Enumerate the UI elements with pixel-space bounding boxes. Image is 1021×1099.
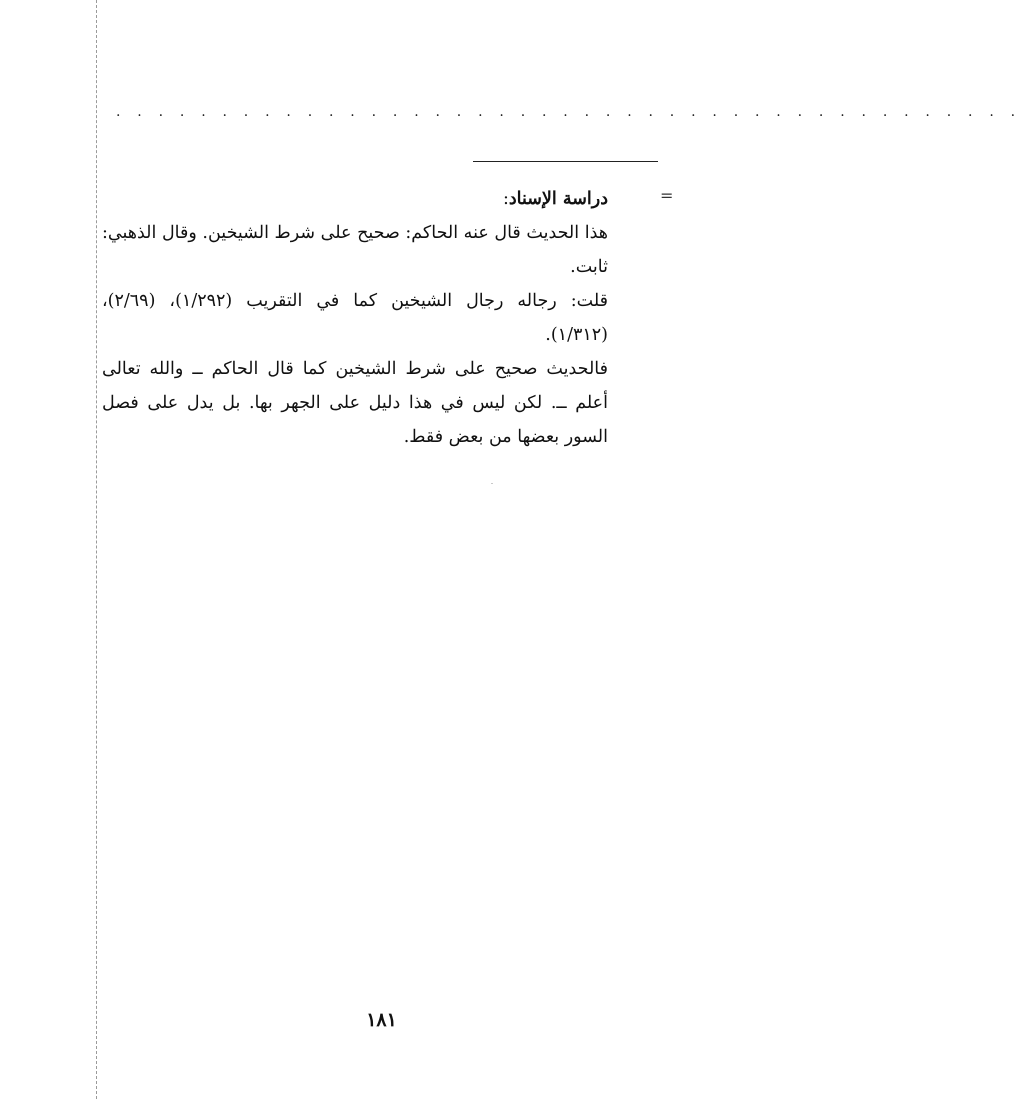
page-number: ١٨١ — [366, 1009, 397, 1031]
paragraph-conclusion: فالحديث صحيح على شرط الشيخين كما قال الحاكم ــ والله تعالى أعلم ــ. لكن ليس في هذا دليل على الجهر بها. بل يدل على فصل السور بعضها من بعض فقط. — [102, 359, 608, 447]
margin-mark: = — [660, 186, 674, 205]
paragraph-narrators: قلت: رجاله رجال الشيخين كما في التقريب (١/٢٩٢)، (٢/٦٩)، (١/٣١٢). — [102, 291, 608, 345]
section-heading — [102, 182, 608, 216]
section-heading-text: دراسة الإسناد — [508, 189, 608, 209]
header-dotted-separator: . . . . . . . . . . . . . . . . . . . . . . . . . . . . . . . . . . . . . . . . . . . — [116, 104, 1021, 120]
paper-speck — [491, 483, 493, 484]
footnote-separator-rule — [473, 161, 658, 162]
binding-margin-line — [96, 0, 97, 1099]
section-heading-colon: : — [502, 189, 509, 209]
paragraph-hakim-grading: هذا الحديث قال عنه الحاكم: صحيح على شرط الشيخين. وقال الذهبي: ثابت. — [102, 223, 608, 277]
isnad-study-section — [102, 182, 608, 454]
